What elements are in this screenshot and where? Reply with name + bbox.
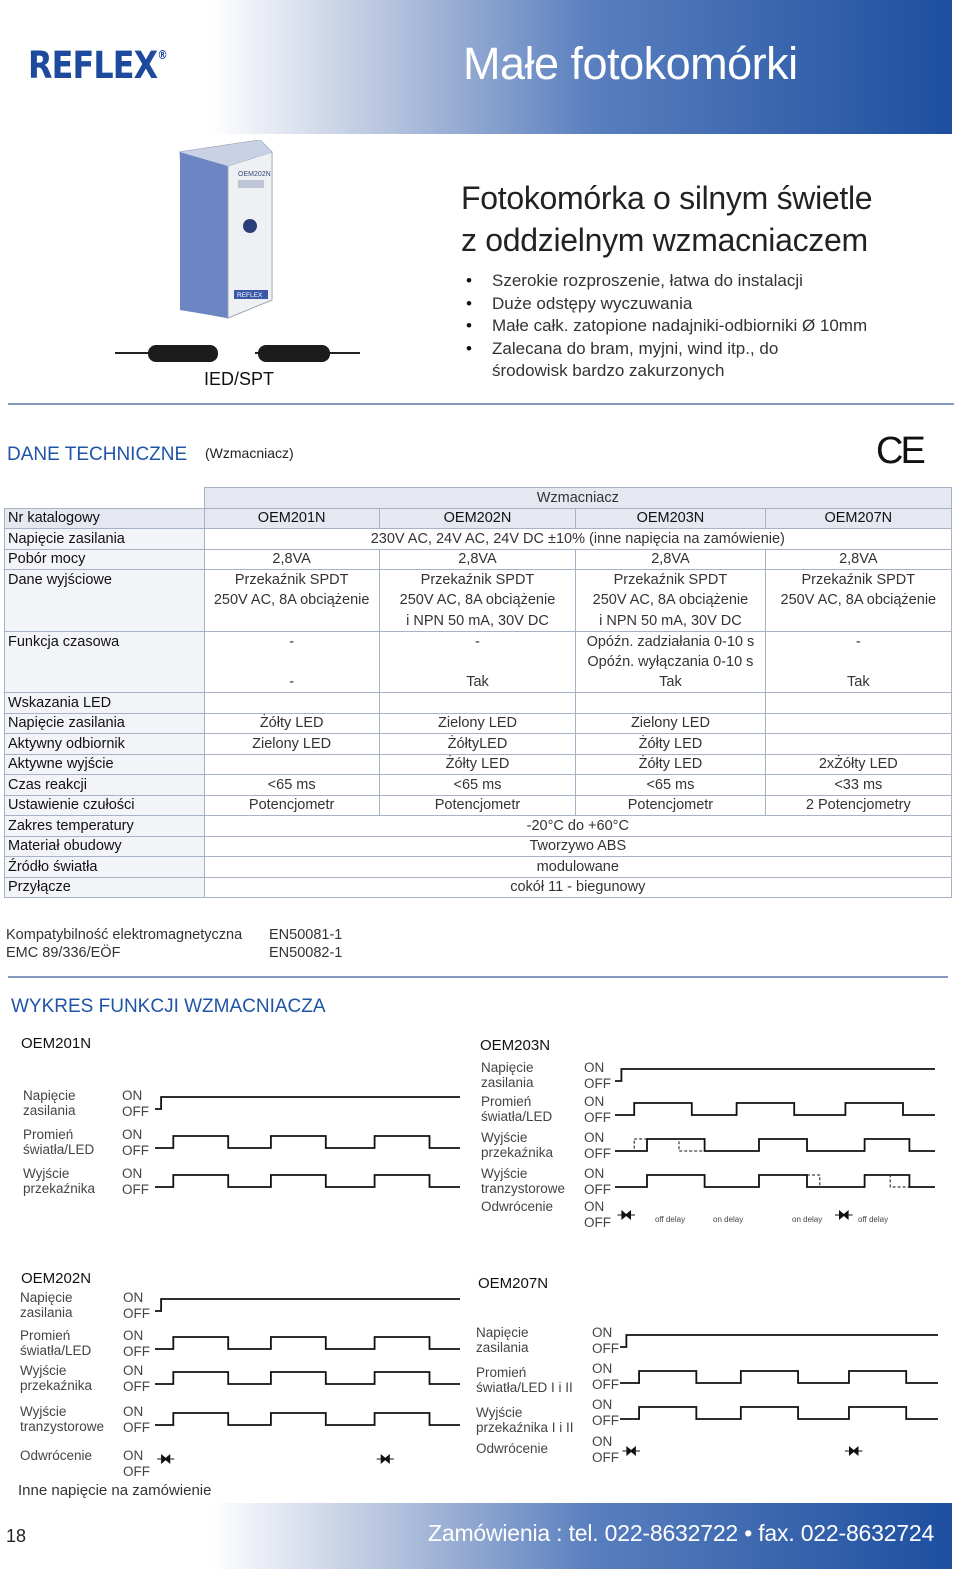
row-label: Aktywny odbiornik <box>5 734 205 755</box>
table-row <box>5 734 952 755</box>
table-cell: 2 Potencjometry <box>765 795 951 816</box>
svg-text:OEM202N: OEM202N <box>238 171 271 178</box>
table-cell: 250V AC, 8A obciążenie <box>204 590 379 611</box>
table-cell-span: -20°C do +60°C <box>204 816 951 837</box>
table-cell <box>204 754 379 775</box>
feature-item: • Szerokie rozproszenie, łatwa do instalacji <box>466 270 867 293</box>
waveform-line <box>620 1370 938 1384</box>
table-row <box>5 693 952 714</box>
table-cell-span: modulowane <box>204 857 951 878</box>
waveform-line <box>155 1298 460 1312</box>
table-cell: 250V AC, 8A obciążenie <box>576 590 765 611</box>
table-cell: <33 ms <box>765 775 951 796</box>
table-cell: Żółty LED <box>576 754 765 775</box>
row-label <box>5 590 205 611</box>
table-cell <box>765 734 951 755</box>
row-label: Napięcie zasilania <box>5 529 205 550</box>
waveform-line <box>155 1174 460 1188</box>
table-group-header: Wzmacniacz <box>204 488 951 509</box>
table-row <box>5 529 952 550</box>
table-row <box>5 795 952 816</box>
on-off-label: ON OFF <box>584 1130 611 1161</box>
signal-label: Wyjście przekaźnika I i II <box>476 1405 574 1435</box>
table-cell: Opóźn. wyłączania 0-10 s <box>576 652 765 673</box>
table-cell: <65 ms <box>379 775 576 796</box>
footnote: Inne napięcie na zamówienie <box>18 1482 212 1499</box>
delay-label: off delay <box>655 1215 686 1224</box>
signal-label: Wyjście tranzystorowe <box>481 1166 566 1196</box>
row-label: Źródło światła <box>5 857 205 878</box>
table-row <box>5 611 952 632</box>
row-label: Zakres temperatury <box>5 816 205 837</box>
table-row <box>5 775 952 796</box>
row-label: Pobór mocy <box>5 549 205 570</box>
ce-mark-icon: CE <box>876 430 923 472</box>
row-label: Aktywne wyjście <box>5 754 205 775</box>
table-cell: 2,8VA <box>204 549 379 570</box>
waveform-line <box>620 1406 938 1420</box>
table-cell: Zielony LED <box>576 713 765 734</box>
table-cell: Potencjometr <box>204 795 379 816</box>
signal-label: Napięcie zasilania <box>476 1325 529 1355</box>
table-cell <box>204 611 379 632</box>
delay-label: on delay <box>792 1215 823 1224</box>
emc-standards: EN50081-1 EN50082-1 <box>269 927 343 961</box>
on-off-label: ON OFF <box>123 1290 150 1321</box>
row-label: Funkcja czasowa <box>5 631 205 652</box>
on-off-label: ON OFF <box>123 1404 150 1435</box>
table-cell-span: cokół 11 - biegunowy <box>204 877 951 898</box>
delay-label: on delay <box>713 1215 744 1224</box>
feature-list <box>466 270 867 383</box>
signal-label: Promień światła/LED <box>23 1127 95 1157</box>
brand-logo: REFLEX® <box>28 44 168 87</box>
on-off-label: ON OFF <box>584 1199 611 1230</box>
signal-label: Promień światła/LED <box>481 1094 553 1124</box>
table-cell: - <box>204 631 379 652</box>
divider <box>8 976 948 978</box>
feature-item: • Zalecana do bram, myjni, wind itp., do <box>466 338 867 361</box>
table-cell: 2xŻółty LED <box>765 754 951 775</box>
table-cell: Tak <box>765 672 951 693</box>
row-label <box>5 611 205 632</box>
on-off-label: ON OFF <box>584 1060 611 1091</box>
table-cell: - <box>379 631 576 652</box>
signal-label: Odwrócenie <box>20 1448 93 1463</box>
table-cell <box>765 713 951 734</box>
table-cell: OEM203N <box>576 508 765 529</box>
svg-text:REFLEX: REFLEX <box>237 292 263 299</box>
table-cell: Przekaźnik SPDT <box>379 570 576 591</box>
table-row <box>5 590 952 611</box>
table-cell: 2,8VA <box>576 549 765 570</box>
waveform-line <box>155 1336 460 1350</box>
on-off-label: ON OFF <box>592 1434 619 1465</box>
table-row <box>5 570 952 591</box>
signal-label: Promień światła/LED <box>20 1328 92 1358</box>
table-row <box>5 754 952 775</box>
footer-contact: Zamówienia : tel. 022-8632722 • fax. 022-8632724 <box>428 1520 935 1546</box>
table-cell: Zielony LED <box>204 734 379 755</box>
signal-label: Odwrócenie <box>481 1199 554 1214</box>
table-row <box>5 713 952 734</box>
signal-label: Napięcie zasilania <box>481 1060 534 1090</box>
table-cell: OEM201N <box>204 508 379 529</box>
block-title-oem202n: OEM202N <box>21 1270 92 1287</box>
feature-item: • Duże odstępy wyczuwania <box>466 293 867 316</box>
table-cell: Żółty LED <box>576 734 765 755</box>
row-label: Przyłącze <box>5 877 205 898</box>
table-cell: Potencjometr <box>576 795 765 816</box>
function-chart-heading: WYKRES FUNKCJI WZMACNIACZA <box>11 996 326 1017</box>
table-cell: i NPN 50 mA, 30V DC <box>379 611 576 632</box>
table-cell: Tak <box>379 672 576 693</box>
table-cell: <65 ms <box>204 775 379 796</box>
table-corner <box>5 488 205 509</box>
row-label: Dane wyjściowe <box>5 570 205 591</box>
table-cell-span: 230V AC, 24V AC, 24V DC ±10% (inne napięcia na zamówienie) <box>204 529 951 550</box>
on-off-label: ON OFF <box>123 1448 150 1479</box>
on-off-label: ON OFF <box>123 1363 150 1394</box>
row-label: Nr katalogowy <box>5 508 205 529</box>
block-title-oem207n: OEM207N <box>478 1275 549 1292</box>
product-subtitle: Fotokomórka o silnym świetle z oddzielnym wzmacniaczem <box>461 180 873 258</box>
table-cell-span: Tworzywo ABS <box>204 836 951 857</box>
row-label <box>5 672 205 693</box>
table-cell: Przekaźnik SPDT <box>204 570 379 591</box>
waveform-line <box>620 1334 938 1348</box>
feature-item-continued: środowisk bardzo zakurzonych <box>492 361 725 380</box>
row-label <box>5 652 205 673</box>
table-row <box>5 672 952 693</box>
table-cell <box>765 611 951 632</box>
table-cell <box>379 652 576 673</box>
on-off-label: ON OFF <box>592 1361 619 1392</box>
page-number: 18 <box>6 1526 27 1546</box>
block-title-oem201n: OEM201N <box>21 1035 92 1052</box>
product-caption: IED/SPT <box>204 369 275 389</box>
on-off-label: ON OFF <box>592 1397 619 1428</box>
table-cell: i NPN 50 mA, 30V DC <box>576 611 765 632</box>
table-row <box>5 836 952 857</box>
row-label: Materiał obudowy <box>5 836 205 857</box>
table-cell <box>576 693 765 714</box>
emc-labels: Kompatybilność elektromagnetyczna EMC 89/336/EÖF <box>6 927 243 961</box>
block-title-oem203n: OEM203N <box>480 1037 551 1054</box>
table-cell: <65 ms <box>576 775 765 796</box>
signal-label: Wyjście tranzystorowe <box>20 1404 105 1434</box>
table-cell: Tak <box>576 672 765 693</box>
feature-item: • Małe całk. zatopione nadajniki-odbiorniki Ø 10mm <box>466 315 867 338</box>
row-label: Napięcie zasilania <box>5 713 205 734</box>
waveform-line <box>615 1068 935 1082</box>
table-cell: Przekaźnik SPDT <box>765 570 951 591</box>
waveform-line <box>615 1102 935 1116</box>
waveform-line <box>155 1371 460 1385</box>
tech-heading: DANE TECHNICZNE <box>7 444 188 465</box>
on-off-label: ON OFF <box>584 1166 611 1197</box>
divider <box>8 403 954 405</box>
table-cell <box>204 652 379 673</box>
product-image <box>110 140 370 380</box>
signal-label: Odwrócenie <box>476 1441 549 1456</box>
signal-label: Napięcie zasilania <box>23 1088 76 1118</box>
table-cell <box>765 652 951 673</box>
waveform-line <box>615 1174 935 1188</box>
on-off-label: ON OFF <box>592 1325 619 1356</box>
on-off-label: ON OFF <box>122 1127 149 1158</box>
table-cell: - <box>204 672 379 693</box>
table-cell: 2,8VA <box>379 549 576 570</box>
table-cell: Żółty LED <box>379 754 576 775</box>
on-off-label: ON OFF <box>584 1094 611 1125</box>
inversion-arrows <box>620 1444 938 1458</box>
table-row <box>5 549 952 570</box>
signal-label: Wyjście przekaźnika <box>23 1166 96 1196</box>
waveform-line <box>615 1138 935 1152</box>
on-off-label: ON OFF <box>122 1088 149 1119</box>
table-row <box>5 857 952 878</box>
tech-subheading: (Wzmacniacz) <box>205 445 294 461</box>
row-label: Czas reakcji <box>5 775 205 796</box>
signal-label: Napięcie zasilania <box>20 1290 73 1320</box>
table-cell: Zielony LED <box>379 713 576 734</box>
table-cell: Potencjometr <box>379 795 576 816</box>
on-off-label: ON OFF <box>122 1166 149 1197</box>
page-title: Małe fotokomórki <box>463 38 798 89</box>
table-cell: 250V AC, 8A obciążenie <box>379 590 576 611</box>
spec-table <box>4 487 952 898</box>
row-label: Ustawienie czułości <box>5 795 205 816</box>
table-row <box>5 508 952 529</box>
table-cell: Przekaźnik SPDT <box>576 570 765 591</box>
table-row <box>5 652 952 673</box>
table-cell: - <box>765 631 951 652</box>
waveform-line <box>155 1135 460 1149</box>
table-cell: OEM202N <box>379 508 576 529</box>
signal-label: Wyjście przekaźnika <box>481 1130 554 1160</box>
table-row <box>5 631 952 652</box>
table-cell: 250V AC, 8A obciążenie <box>765 590 951 611</box>
table-cell: 2,8VA <box>765 549 951 570</box>
signal-label: Wyjście przekaźnika <box>20 1363 93 1393</box>
table-cell: OEM207N <box>765 508 951 529</box>
on-off-label: ON OFF <box>123 1328 150 1359</box>
table-cell <box>379 693 576 714</box>
table-cell: Żółty LED <box>204 713 379 734</box>
table-row <box>5 877 952 898</box>
table-cell: Opóźn. zadziałania 0-10 s <box>576 631 765 652</box>
table-cell: ŻółtyLED <box>379 734 576 755</box>
table-row <box>5 816 952 837</box>
signal-label: Promień światła/LED I i II <box>476 1365 573 1395</box>
row-label: Wskazania LED <box>5 693 205 714</box>
waveform-line <box>155 1412 460 1426</box>
inversion-arrows <box>155 1452 460 1466</box>
table-cell <box>204 693 379 714</box>
table-cell <box>765 693 951 714</box>
delay-label: off delay <box>858 1215 889 1224</box>
waveform-line <box>155 1096 460 1110</box>
